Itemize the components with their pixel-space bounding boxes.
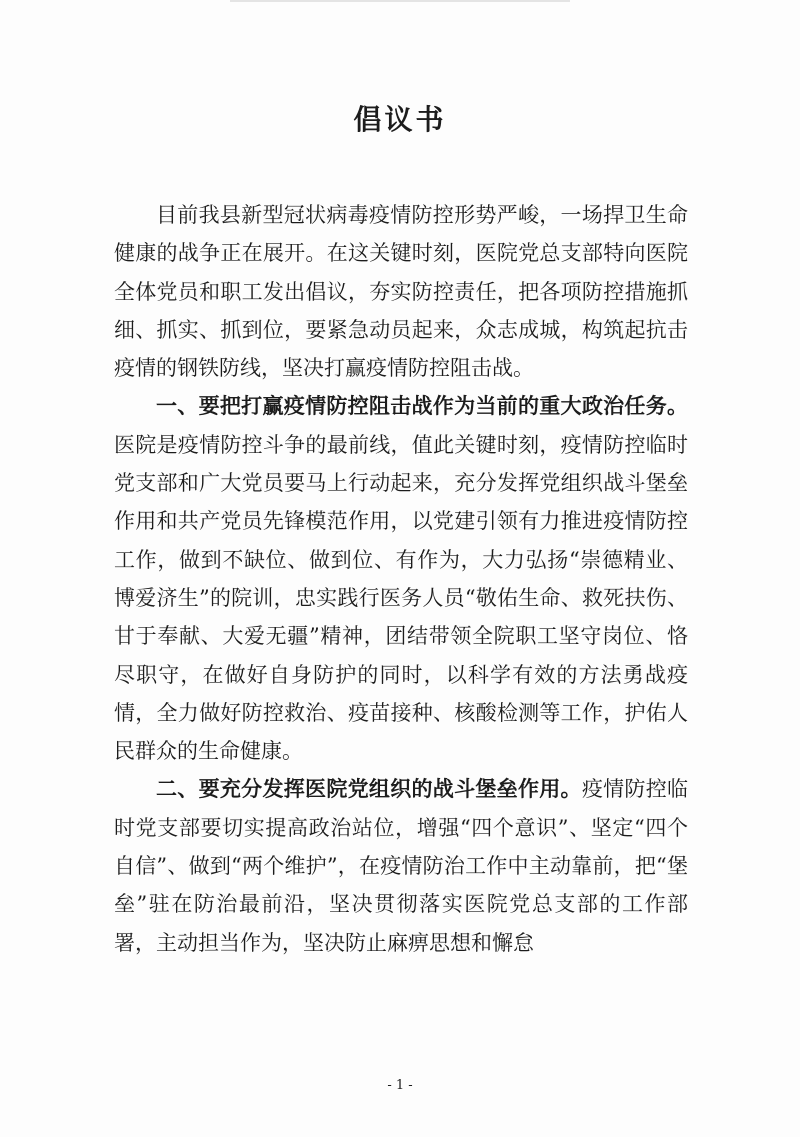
page-number: - 1 - [387,1078,413,1093]
section-one-heading: 一、要把打赢疫情防控阻击战作为当前的重大政治任务。 [156,393,688,419]
paragraph-section-two [114,770,688,961]
paragraph-section-one [114,387,688,770]
paragraph-intro [114,196,688,387]
scan-edge-mark [230,0,570,2]
document-title: 倡议书 [353,103,447,136]
section-one-text: 医院是疫情防控斗争的最前线，值此关键时刻，疫情防控临时党支部和广大党员要马上行动起来，充分发挥党组织战斗堡垒作用和共产党员先锋模范作用，以党建引领有力推进疫情防控工作，做到不缺位、做到位、有作为，大力弘扬“崇德精业、博爱济生”的院训，忠实践行医务人员“敬佑生命、救死扶伤、甘于奉献、大爱无疆”精神，团结带领全院职工坚守岗位、恪尽职守，在做好自身防护的同时，以科学有效的方法勇战疫情，全力做好防控救治、疫苗接种、核酸检测等工作，护佑人民群众的生命健康。 [114,432,688,764]
section-two-heading: 二、要充分发挥医院党组织的战斗堡垒作用。 [156,776,582,802]
paragraph-intro-text: 目前我县新型冠状病毒疫情防控形势严峻，一场捍卫生命健康的战争正在展开。在这关键时刻，医院党总支部特向医院全体党员和职工发出倡议，夯实防控责任，把各项防控措施抓细、抓实、抓到位，要紧急动员起来，众志成城，构筑起抗击疫情的钢铁防线，坚决打赢疫情防控阻击战。 [114,203,688,381]
section-two-text: 疫情防控临时党支部要切实提高政治站位，增强“四个意识”、坚定“四个自信”、做到“两个维护”，在疫情防治工作中主动靠前，把“堡垒”驻在防治最前沿，坚决贯彻落实医院党总支部的工作部署，主动担当作为，坚决防止麻痹思想和懈怠 [114,777,689,955]
document-body [114,196,688,962]
